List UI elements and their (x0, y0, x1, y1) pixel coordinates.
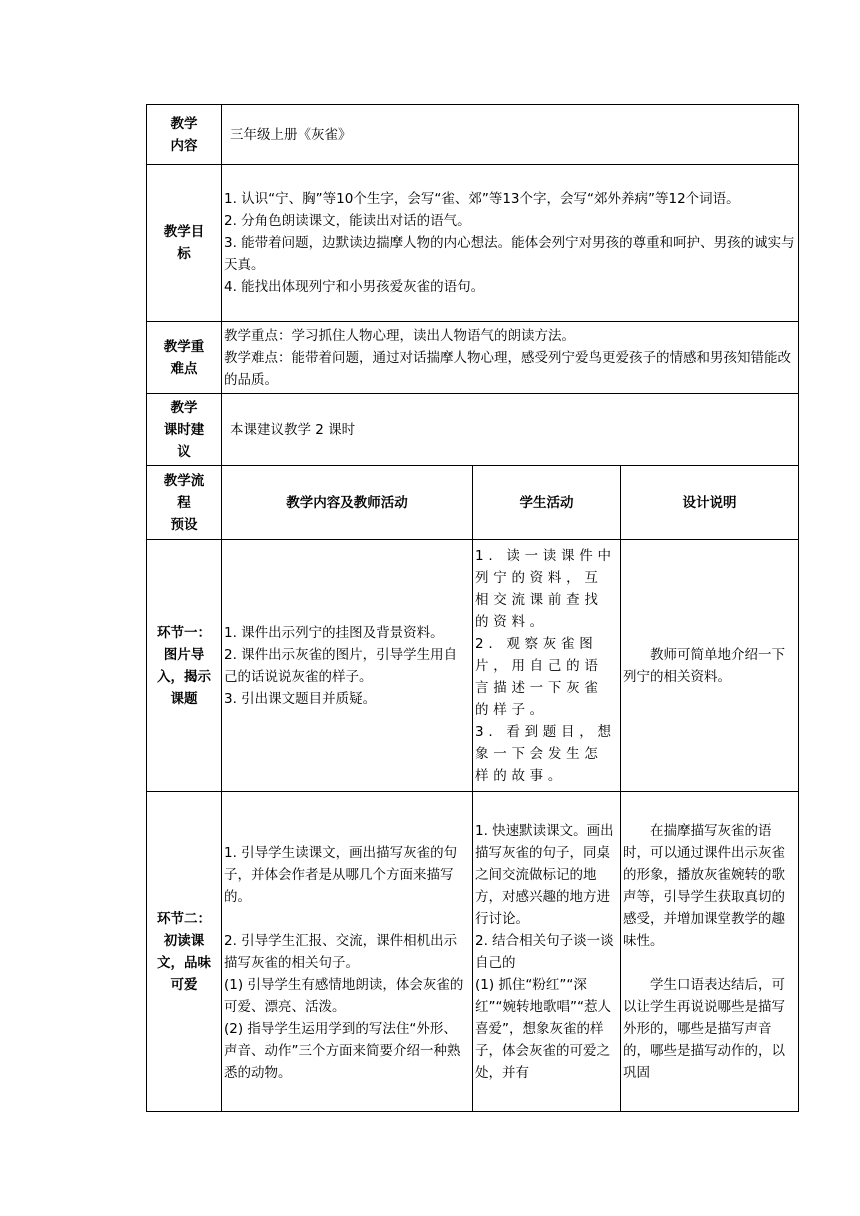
value-key-points (222, 322, 799, 394)
value-teaching-goals (222, 165, 799, 322)
list-item: 3. 看到题目，想象一下会发生怎样的故事。 (475, 723, 616, 784)
label-teaching-content: 教学 内容 (147, 105, 222, 165)
stage-one-design (621, 540, 799, 792)
label-teaching-goals: 教学目 标 (147, 165, 222, 322)
key-point-item: 教学难点：能带着问题，通过对话揣摩人物心理，感受列宁爱鸟更爱孩子的情感和男孩知错能改的品质。 (224, 349, 791, 388)
value-teaching-content: 三年级上册《灰雀》 (222, 105, 799, 165)
list-item: 学生口语表达结后，可以让学生再说说哪些是描写外形的，哪些是描写声音的，哪些是描写动作的，以巩固 (623, 976, 785, 1081)
value-class-hours: 本课建议教学 2 课时 (222, 394, 799, 466)
row-flow-header (147, 466, 799, 540)
row-teaching-goals (147, 165, 799, 322)
row-stage-two (147, 792, 799, 1112)
row-key-points (147, 322, 799, 394)
list-item: 2. 课件出示灰雀的图片，引导学生用自己的话说说灰雀的样子。 (224, 646, 458, 685)
lesson-plan-table (146, 104, 799, 1112)
label-stage-two: 环节二： 初读课 文，品味 可爱 (147, 792, 222, 1112)
list-item: 2. 引导学生汇报、交流，课件相机出示描写灰雀的相关句子。 (224, 932, 458, 971)
row-stage-one (147, 540, 799, 792)
list-item: (1) 抓住“粉红”“深红”“婉转地歌唱”“惹人喜爱”，想象灰雀的样子，体会灰雀的可爱之处，并有 (475, 976, 611, 1081)
label-stage-one: 环节一： 图片导 入，揭示 课题 (147, 540, 222, 792)
label-flow: 教学流 程 预设 (147, 466, 222, 540)
list-item: 2. 观察灰雀图片，用自己的语言描述一下灰雀的样子。 (475, 635, 603, 718)
stage-two-design (621, 792, 799, 1112)
row-class-hours (147, 394, 799, 466)
list-item: (2) 指导学生运用学到的写法住“外形、声音、动作”三个方面来简要介绍一种熟悉的动物。 (224, 1020, 461, 1081)
list-item: 2. 结合相关句子谈一谈自己的 (475, 932, 614, 971)
stage-one-student (473, 540, 621, 792)
goal-item: 1. 认识“宁、胸”等10个生字，会写“雀、郊”等13个字，会写“郊外养病”等12个词语。 (224, 191, 740, 207)
list-item: 教师可简单地介绍一下列宁的相关资料。 (623, 646, 785, 685)
label-key-points: 教学重 难点 (147, 322, 222, 394)
header-student-activity: 学生活动 (473, 466, 621, 540)
list-item: 1. 读一读课件中列宁的资料，互相交流课前查找的资料。 (475, 547, 616, 630)
stage-two-teacher (222, 792, 473, 1112)
goal-item: 4. 能找出体现列宁和小男孩爱灰雀的语句。 (224, 279, 485, 295)
row-teaching-content (147, 105, 799, 165)
label-class-hours: 教学 课时建 议 (147, 394, 222, 466)
header-design-notes: 设计说明 (621, 466, 799, 540)
header-teacher-activity: 教学内容及教师活动 (222, 466, 473, 540)
list-item: 1. 快速默读课文。画出描写灰雀的句子，同桌之间交流做标记的地方，对感兴趣的地方进行讨论。 (475, 822, 614, 927)
list-item: 3. 引出课文题目并质疑。 (224, 690, 377, 707)
list-item: 1. 引导学生读课文，画出描写灰雀的句子，并体会作者是从哪几个方面来描写的。 (224, 844, 458, 905)
key-point-item: 教学重点：学习抓住人物心理，读出人物语气的朗读方法。 (224, 327, 575, 344)
list-item: (1) 引导学生有感情地朗读，体会灰雀的可爱、漂亮、活泼。 (224, 976, 464, 1015)
goal-item: 3. 能带着问题，边默读边揣摩人物的内心想法。能体会列宁对男孩的尊重和呵护、男孩的诚实与天真。 (224, 235, 795, 273)
stage-one-teacher (222, 540, 473, 792)
stage-two-student (473, 792, 621, 1112)
goal-item: 2. 分角色朗读课文，能读出对话的语气。 (224, 213, 471, 229)
list-item: 1. 课件出示列宁的挂图及背景资料。 (224, 624, 444, 641)
list-item: 在揣摩描写灰雀的语时，可以通过课件出示灰雀的形象，播放灰雀婉转的歌声等，引导学生获取真切的感受，并增加课堂教学的趣味性。 (623, 822, 785, 949)
